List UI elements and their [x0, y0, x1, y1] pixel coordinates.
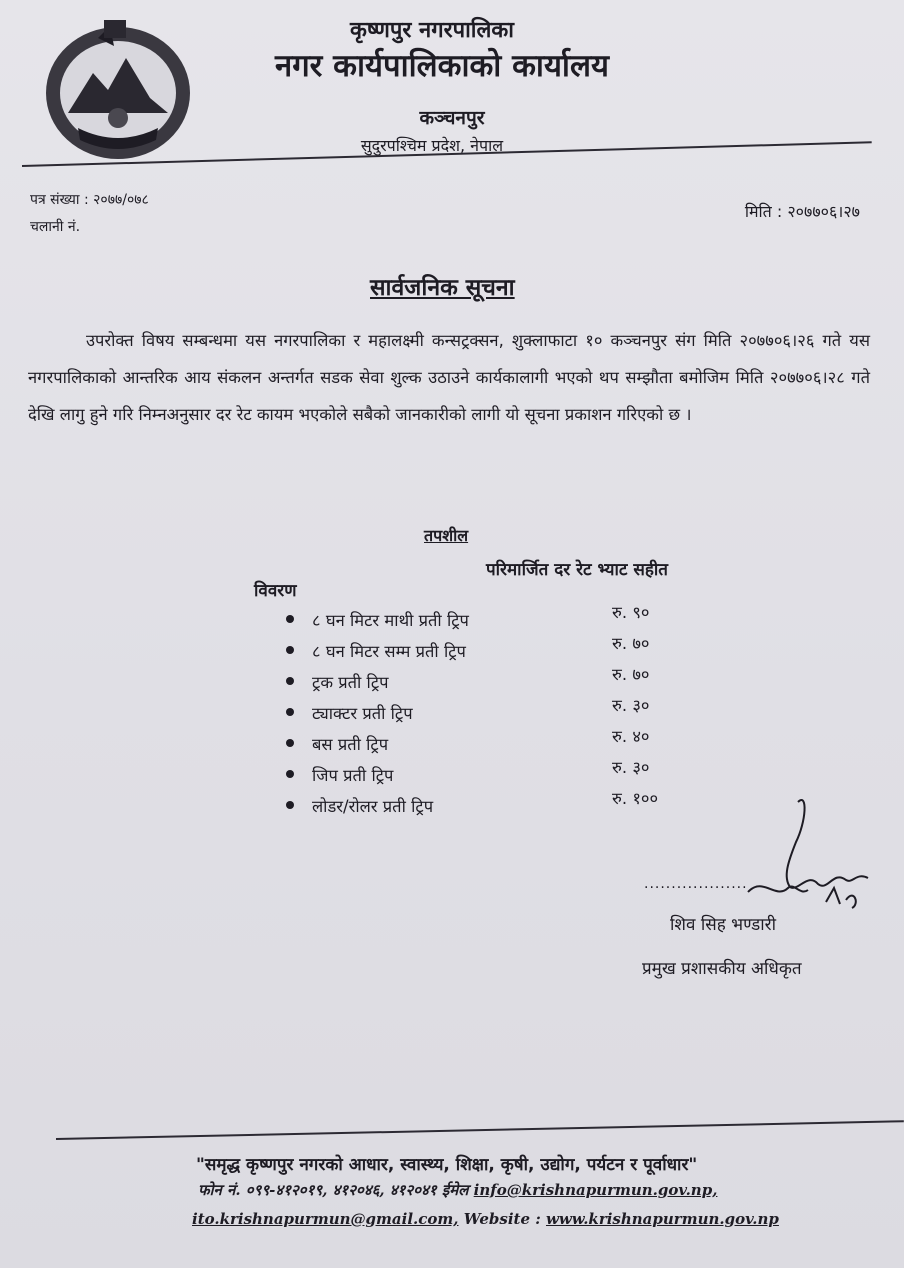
office-name: नगर कार्यपालिकाको कार्यालय [275, 48, 609, 84]
rate-value: रु. ७० [612, 634, 650, 653]
bullet-icon [286, 677, 294, 685]
district-name: कञ्चनपुर [419, 107, 485, 129]
rate-value: रु. ४० [612, 727, 650, 746]
rate-label: जिप प्रती ट्रिप [312, 766, 394, 785]
footer-contact [198, 1180, 717, 1200]
province-name: सुदुरपश्चिम प्रदेश, नेपाल [360, 136, 504, 155]
handwritten-signature [728, 792, 878, 922]
rate-value: रु. ३० [612, 696, 650, 715]
rate-value: रु. ९० [612, 603, 650, 622]
notice-title: सार्वजनिक सूचना [370, 275, 515, 301]
letter-date: मिति : २०७७०६।२७ [744, 202, 860, 221]
bullet-icon [286, 801, 294, 809]
description-column-header: विवरण [254, 581, 297, 601]
rate-value: रु. ३० [612, 758, 650, 777]
notice-body-text: उपरोक्त विषय सम्बन्धमा यस नगरपालिका र महालक्ष्मी कन्सट्रक्सन, शुक्लाफाटा १० कञ्चनपुर संग मिति २०७७०६।२६ गते यस नगरपालिकाको आन्तरिक आय संकलन अन्तर्गत सडक सेवा शुल्क उठाउने कार्यकालागी भएको थप सम्झौता बमोजिम मिति २०७७०६।२८ गते देखि लागु हुने गरि निम्नअनुसार दर रेट कायम भएकोले सबैको जानकारीको लागी यो सूचना प्रकाशन गरिएको छ । [28, 331, 870, 424]
bullet-icon [286, 739, 294, 747]
signer-designation: प्रमुख प्रशासकीय अधिकृत [642, 959, 802, 979]
footer-website-link[interactable]: www.krishnapurmun.gov.np [545, 1210, 779, 1228]
footer-motto: "समृद्ध कृष्णपुर नगरको आधार, स्वास्थ्य, शिक्षा, कृषी, उद्योग, पर्यटन र पूर्वाधार" [196, 1155, 698, 1175]
signer-name: शिव सिह भण्डारी [670, 915, 777, 935]
rate-label: ८ घन मिटर माथी प्रती ट्रिप [312, 611, 469, 630]
rate-label: ट्याक्टर प्रती ट्रिप [312, 704, 413, 723]
footer-email-link[interactable]: info@krishnapurmun.gov.np, [473, 1181, 718, 1199]
municipality-name: कृष्णपुर नगरपालिका [349, 18, 515, 43]
rate-column-header: परिमार्जित दर रेट भ्याट सहीत [486, 560, 668, 580]
rate-row [286, 789, 706, 823]
website-label: Website : [463, 1210, 541, 1228]
footer-phone: फोन नं. ०९९-४१२०१९, ४१२०४६, ४१२०४१ ईमेल [198, 1181, 469, 1199]
bullet-icon [286, 708, 294, 716]
rate-label: लोडर/रोलर प्रती ट्रिप [312, 797, 434, 816]
bullet-icon [286, 646, 294, 654]
bullet-icon [286, 615, 294, 623]
rate-value: रु. ७० [612, 665, 650, 684]
footer-web [192, 1210, 779, 1228]
letter-number: पत्र संख्या : २०७७/०७८ [30, 192, 149, 208]
rate-label: ८ घन मिटर सम्म प्रती ट्रिप [312, 642, 466, 661]
details-subtitle: तपशील [424, 526, 469, 545]
rate-label: बस प्रती ट्रिप [312, 735, 389, 754]
signature-line: ................... [644, 876, 748, 892]
rate-label: ट्रक प्रती ट्रिप [312, 673, 389, 692]
dispatch-number: चलानी नं. [30, 219, 81, 235]
bullet-icon [286, 770, 294, 778]
footer-email2-link[interactable]: ito.krishnapurmun@gmail.com, [192, 1210, 459, 1228]
rate-value: रु. १०० [612, 789, 659, 808]
notice-body [28, 322, 870, 433]
footer-divider [56, 1120, 904, 1140]
rate-list [286, 603, 706, 823]
